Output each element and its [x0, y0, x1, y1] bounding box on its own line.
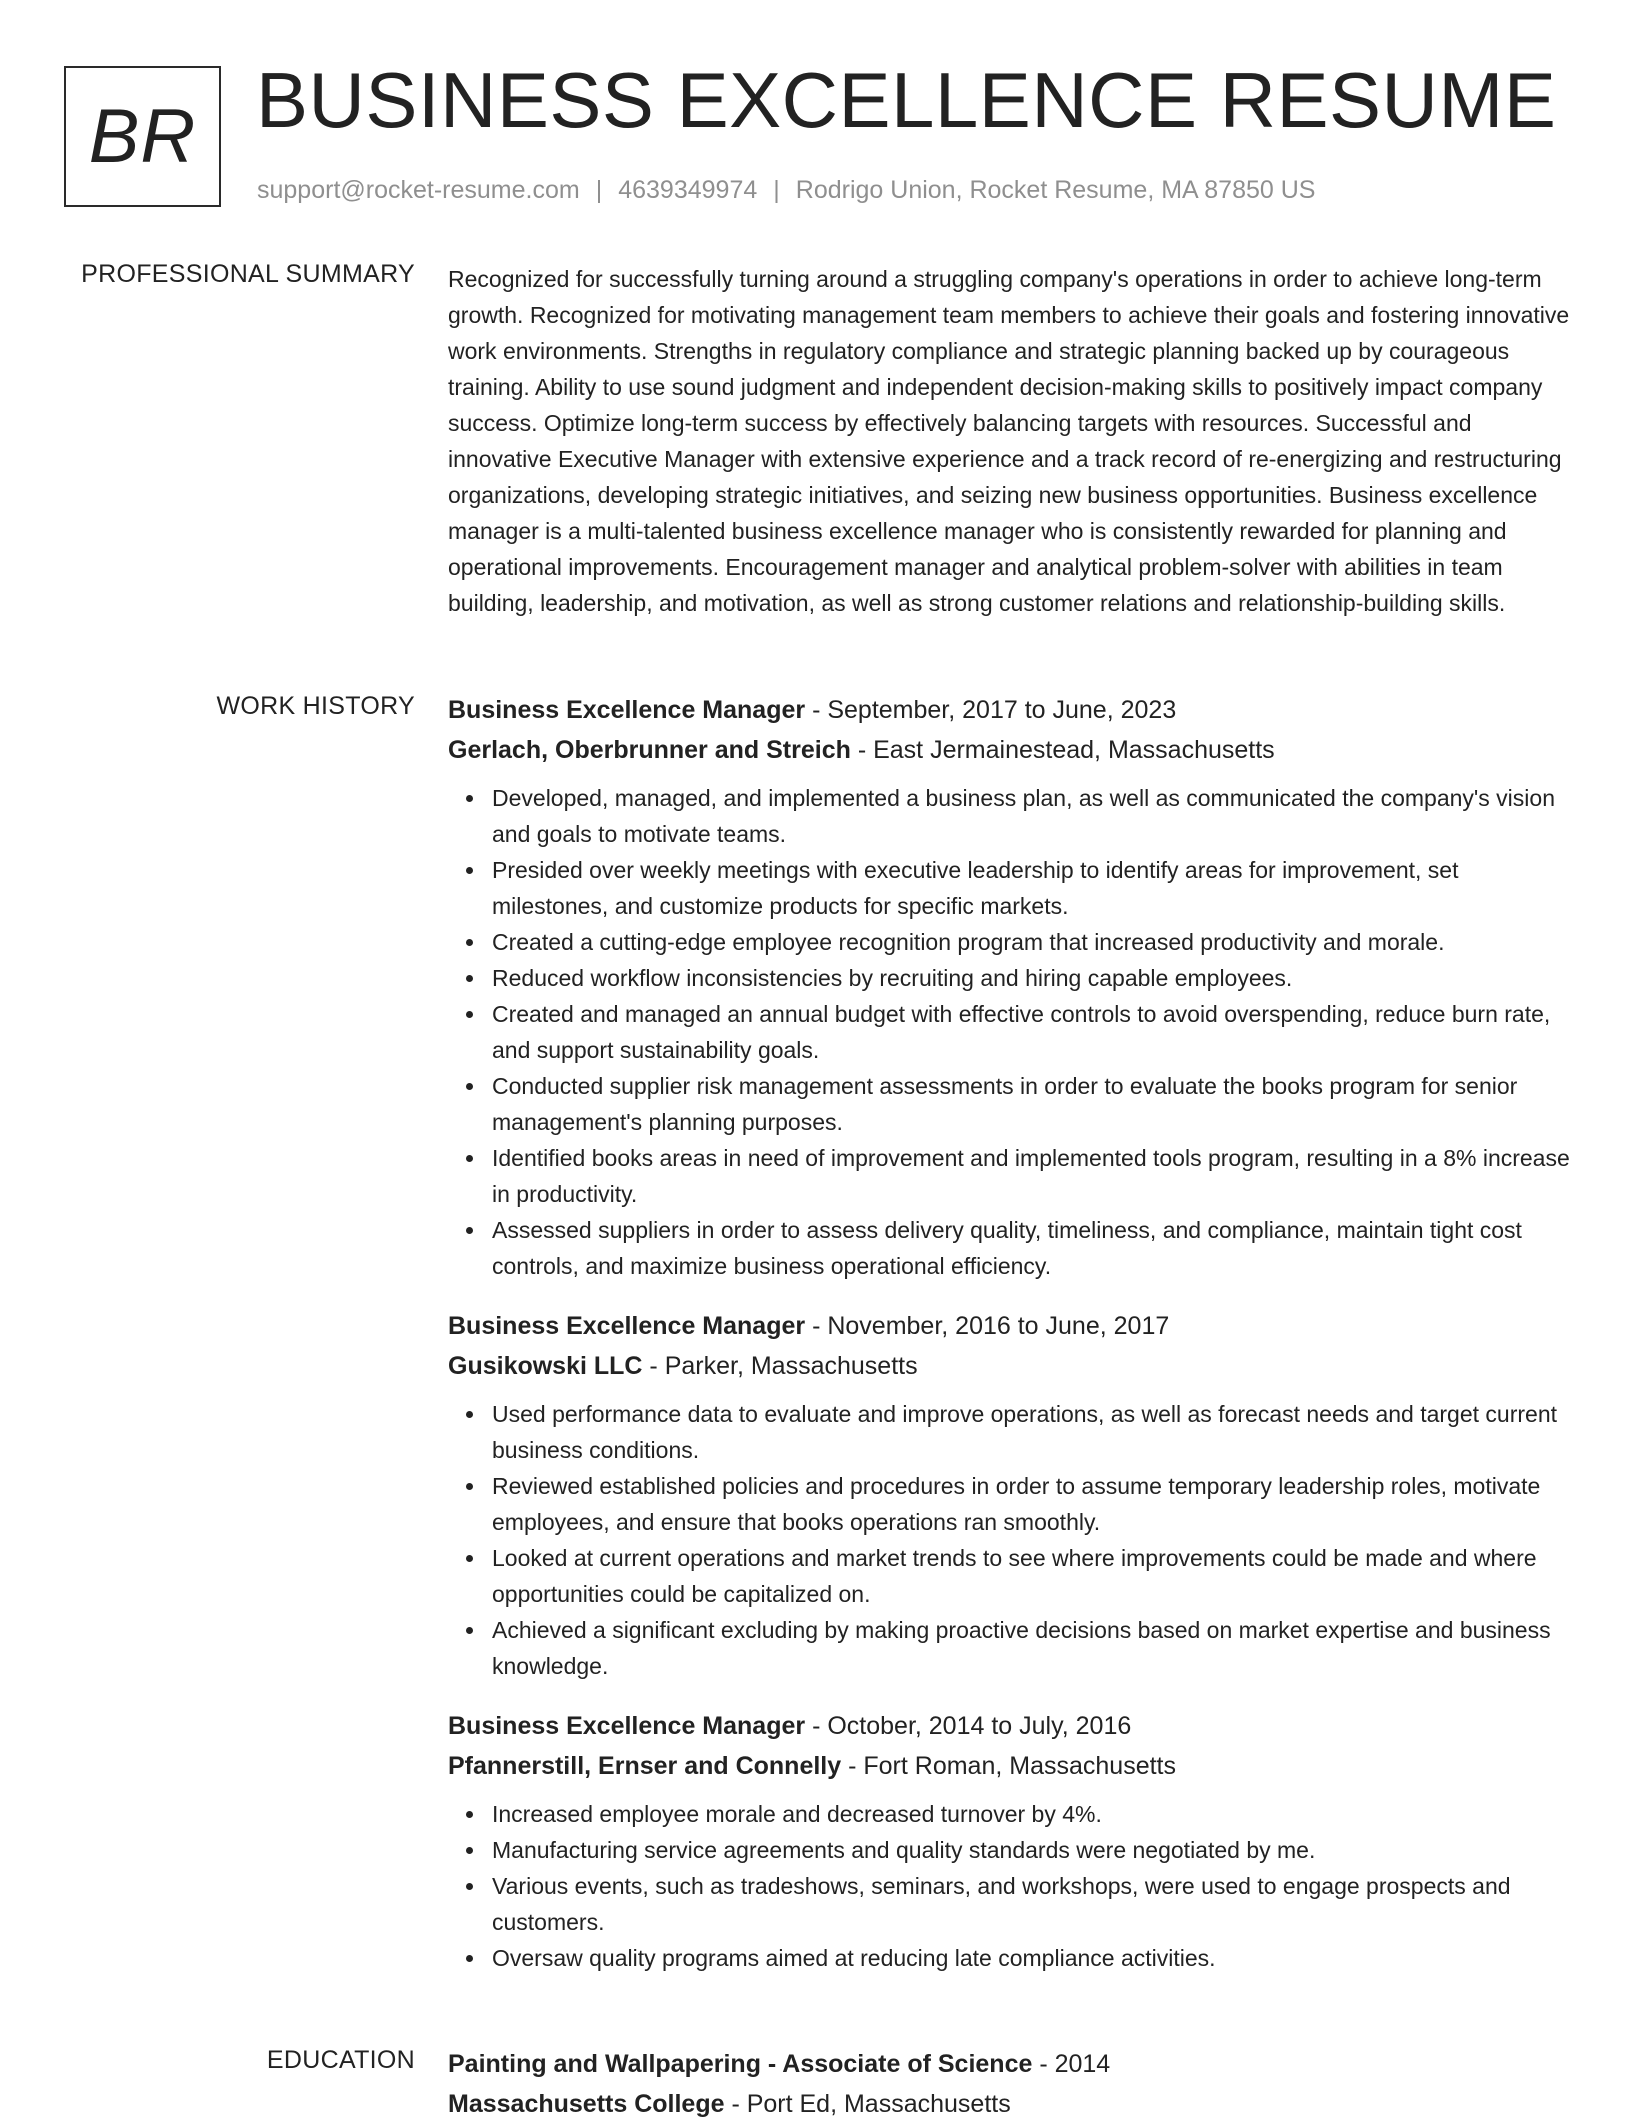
job-dates: - October, 2014 to July, 2016 [805, 1712, 1132, 1740]
job-location: - East Jermainestead, Massachusetts [850, 736, 1275, 764]
job-entry [448, 1706, 1570, 1976]
contact-line [257, 176, 1315, 205]
summary-body [448, 261, 1570, 621]
work-history-body [448, 690, 1570, 1998]
resume-title: BUSINESS EXCELLENCE RESUME [256, 56, 1557, 144]
contact-separator: | [773, 176, 780, 204]
job-bullet-list [448, 1796, 1570, 1976]
job-bullet: Used performance data to evaluate and improve operations, as well as forecast needs and target current business conditions. [492, 1396, 1570, 1468]
job-title-line [448, 1306, 1570, 1346]
job-bullet: Assessed suppliers in order to assess delivery quality, timeliness, and compliance, maintain tight cost controls, and maximize business operational efficiency. [492, 1212, 1570, 1284]
job-bullet: Reduced workflow inconsistencies by recruiting and hiring capable employees. [492, 960, 1570, 996]
job-bullet: Created a cutting-edge employee recognition program that increased productivity and morale. [492, 924, 1570, 960]
job-title: Business Excellence Manager [448, 1712, 806, 1740]
job-title: Business Excellence Manager [448, 1312, 806, 1340]
education-school: Massachusetts College [448, 2090, 725, 2118]
job-bullet: Reviewed established policies and procedures in order to assume temporary leadership roles, motivate employees, and ensure that books operations ran smoothly. [492, 1468, 1570, 1540]
education-location: - Port Ed, Massachusetts [724, 2090, 1011, 2118]
education-degree: Painting and Wallpapering - Associate of Science [448, 2050, 1033, 2078]
job-bullet: Various events, such as tradeshows, seminars, and workshops, were used to engage prospects and customers. [492, 1868, 1570, 1940]
summary-text: Recognized for successfully turning around a struggling company's operations in order to achieve long-term growth. Recognized for motivating management team members to achieve their goals and fostering innovative work environments. Strengths in regulatory compliance and strategic planning backed up by courageous training. Ability to use sound judgment and independent decision-making skills to positively impact company success. Optimize long-term success by effectively balancing targets with resources. Successful and innovative Executive Manager with extensive experience and a track record of re-energizing and restructuring organizations, developing strategic initiatives, and seizing new business opportunities. Business excellence manager is a multi-talented business excellence manager who is consistently rewarded for planning and operational improvements. Encouragement manager and analytical problem-solver with abilities in team building, leadership, and motivation, as well as strong customer relations and relationship-building skills. [448, 266, 1570, 616]
job-bullet: Presided over weekly meetings with executive leadership to identify areas for improvement, set milestones, and customize products for specific markets. [492, 852, 1570, 924]
job-bullet: Manufacturing service agreements and quality standards were negotiated by me. [492, 1832, 1570, 1868]
job-dates: - November, 2016 to June, 2017 [805, 1312, 1170, 1340]
job-title: Business Excellence Manager [448, 696, 806, 724]
job-bullet-list [448, 1396, 1570, 1684]
job-company: Pfannerstill, Ernser and Connelly [448, 1752, 842, 1780]
job-bullet-list [448, 780, 1570, 1284]
contact-email[interactable]: support@rocket-resume.com [257, 176, 580, 204]
job-company: Gusikowski LLC [448, 1352, 643, 1380]
monogram-logo [64, 66, 221, 207]
job-bullet: Created and managed an annual budget with effective controls to avoid overspending, reduce burn rate, and support sustainability goals. [492, 996, 1570, 1068]
job-bullet: Conducted supplier risk management assessments in order to evaluate the books program for senior management's planning purposes. [492, 1068, 1570, 1140]
job-dates: - September, 2017 to June, 2023 [805, 696, 1177, 724]
summary-heading: PROFESSIONAL SUMMARY [81, 260, 415, 288]
job-bullet: Oversaw quality programs aimed at reducing late compliance activities. [492, 1940, 1570, 1976]
job-bullet: Looked at current operations and market trends to see where improvements could be made and where opportunities could be capitalized on. [492, 1540, 1570, 1612]
education-heading: EDUCATION [266, 2046, 415, 2074]
job-entry [448, 690, 1570, 1284]
job-title-line [448, 690, 1570, 730]
job-bullet: Identified books areas in need of improvement and implemented tools program, resulting in a 8% increase in productivity. [492, 1140, 1570, 1212]
monogram-initials: BR [88, 94, 197, 179]
job-bullet: Developed, managed, and implemented a business plan, as well as communicated the company's vision and goals to motivate teams. [492, 780, 1570, 852]
education-degree-line [448, 2044, 1570, 2084]
job-company: Gerlach, Oberbrunner and Streich [448, 736, 851, 764]
job-title-line [448, 1706, 1570, 1746]
job-bullet: Increased employee morale and decreased turnover by 4%. [492, 1796, 1570, 1832]
job-company-line [448, 730, 1570, 770]
education-school-line [448, 2084, 1570, 2124]
job-company-line [448, 1346, 1570, 1386]
education-body [448, 2044, 1570, 2124]
job-bullet: Achieved a significant excluding by making proactive decisions based on market expertise and business knowledge. [492, 1612, 1570, 1684]
education-year: - 2014 [1032, 2050, 1111, 2078]
contact-address: Rodrigo Union, Rocket Resume, MA 87850 US [795, 176, 1316, 204]
contact-separator: | [595, 176, 603, 204]
contact-phone[interactable]: 4639349974 [618, 176, 758, 204]
job-entry [448, 1306, 1570, 1684]
job-company-line [448, 1746, 1570, 1786]
work-history-heading: WORK HISTORY [216, 692, 415, 720]
job-location: - Fort Roman, Massachusetts [841, 1752, 1176, 1780]
job-location: - Parker, Massachusetts [642, 1352, 918, 1380]
